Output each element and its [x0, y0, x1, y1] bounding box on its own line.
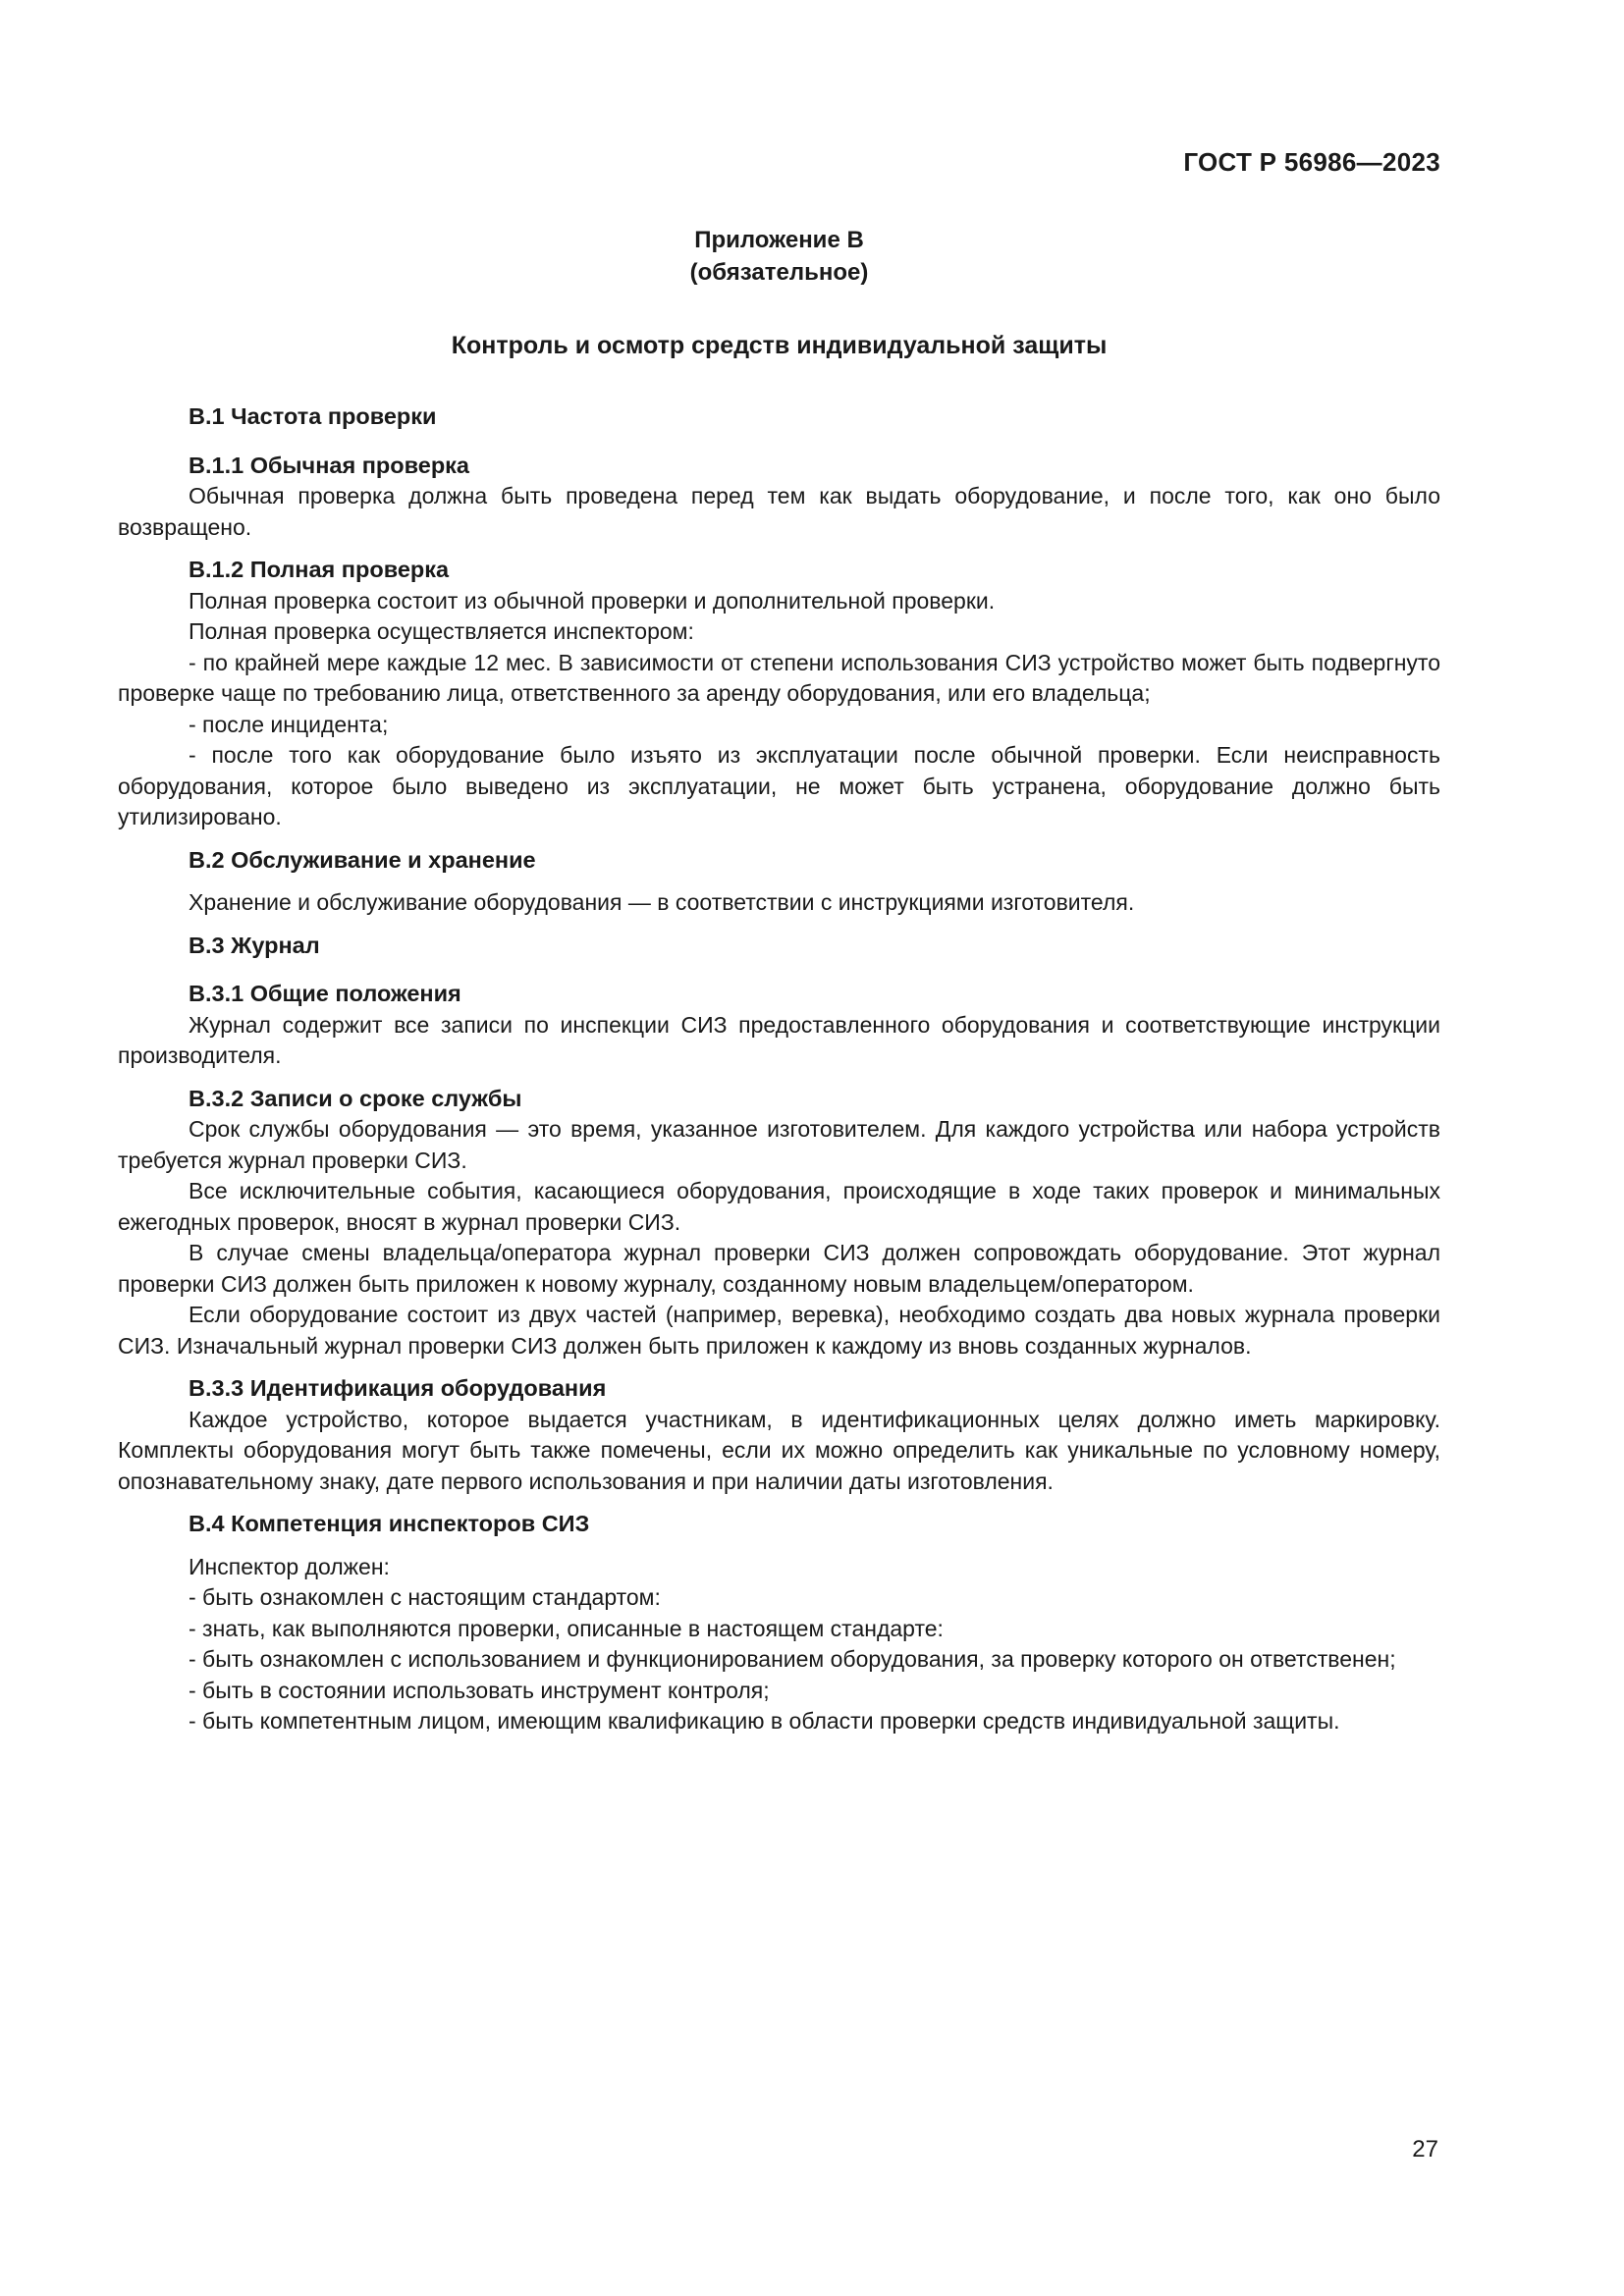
section-b2-title: В.2 Обслуживание и хранение	[189, 846, 536, 873]
list-item: - быть компетентным лицом, имеющим квалификацию в области проверки средств индивидуальной защиты.	[189, 1708, 1340, 1734]
section-b31-title: В.3.1 Общие положения	[189, 981, 461, 1006]
section-b3-title: В.3 Журнал	[189, 932, 320, 958]
list-item: - быть в состоянии использовать инструмент контроля;	[189, 1677, 770, 1703]
appendix-title: Приложение В	[694, 227, 864, 253]
list-item: - быть ознакомлен с использованием и функционированием оборудования, за проверку которого он ответственен;	[189, 1646, 1396, 1672]
section-b12-paragraph: Полная проверка состоит из обычной проверки и дополнительной проверки.	[189, 587, 996, 614]
section-b33-text: Каждое устройство, которое выдается участникам, в идентификационных целях должно иметь маркировку. Комплекты оборудования могут быть также помечены, если их можно определить как уникальные по условному номеру, опознавательному знаку, дате первого использования и при наличии даты изготовления.	[118, 1406, 1440, 1494]
document-body	[118, 224, 1440, 1737]
appendix-status: (обязательное)	[689, 259, 869, 286]
section-b32-paragraph: Срок службы оборудования — это время, указанное изготовителем. Для каждого устройства или набора устройств требуется журнал проверки СИЗ.	[118, 1116, 1440, 1173]
appendix-subject-title: Контроль и осмотр средств индивидуальной защиты	[451, 332, 1108, 359]
section-b4-title: В.4 Компетенция инспекторов СИЗ	[189, 1511, 590, 1536]
section-b32-title: В.3.2 Записи о сроке службы	[189, 1085, 522, 1111]
section-b31-text: Журнал содержит все записи по инспекции СИЗ предоставленного оборудования и соответствующие инструкции производителя.	[118, 1011, 1440, 1068]
page-number: 27	[1412, 2136, 1438, 2163]
section-b11-title: В.1.1 Обычная проверка	[189, 452, 470, 478]
list-item: - быть ознакомлен с настоящим стандартом:	[189, 1584, 661, 1610]
section-b11-text: Обычная проверка должна быть проведена перед тем как выдать оборудование, и после того, как оно было возвращено.	[118, 483, 1440, 540]
section-b12-title: В.1.2 Полная проверка	[189, 557, 450, 582]
list-item: - по крайней мере каждые 12 мес. В зависимости от степени использования СИЗ устройство может быть подвергнуто проверке чаще по требованию лица, ответственного за аренду оборудования, или его владельца;	[118, 649, 1440, 706]
section-b1-title: В.1 Частота проверки	[189, 403, 437, 429]
section-b32-paragraph: В случае смены владельца/оператора журнал проверки СИЗ должен сопровождать оборудование. Этот журнал проверки СИЗ должен быть приложен к новому журналу, созданному новым владельцем/оператором.	[118, 1240, 1440, 1297]
section-b2-text: Хранение и обслуживание оборудования — в соответствии с инструкциями изготовителя.	[189, 889, 1135, 915]
section-b32-paragraph: Если оборудование состоит из двух частей (например, веревка), необходимо создать два новых журнала проверки СИЗ. Изначальный журнал проверки СИЗ должен быть приложен к каждому из вновь созданных журналов.	[118, 1302, 1440, 1359]
list-item: - знать, как выполняются проверки, описанные в настоящем стандарте:	[189, 1615, 944, 1641]
section-b4-intro: Инспектор должен:	[189, 1553, 390, 1579]
document-code: ГОСТ Р 56986—2023	[1183, 147, 1440, 177]
section-b12-paragraph: Полная проверка осуществляется инспектором:	[189, 618, 694, 644]
list-item: - после того как оборудование было изъято из эксплуатации после обычной проверки. Если неисправность оборудования, которое было выведено из эксплуатации, не может быть устранена, оборудование должно быть утилизировано.	[118, 742, 1440, 829]
list-item: - после инцидента;	[189, 711, 389, 737]
appendix-heading	[118, 224, 1440, 362]
section-b33-title: В.3.3 Идентификация оборудования	[189, 1375, 607, 1401]
section-b32-paragraph: Все исключительные события, касающиеся оборудования, происходящие в ходе таких проверок и минимальных ежегодных проверок, вносят в журнал проверки СИЗ.	[118, 1178, 1440, 1235]
